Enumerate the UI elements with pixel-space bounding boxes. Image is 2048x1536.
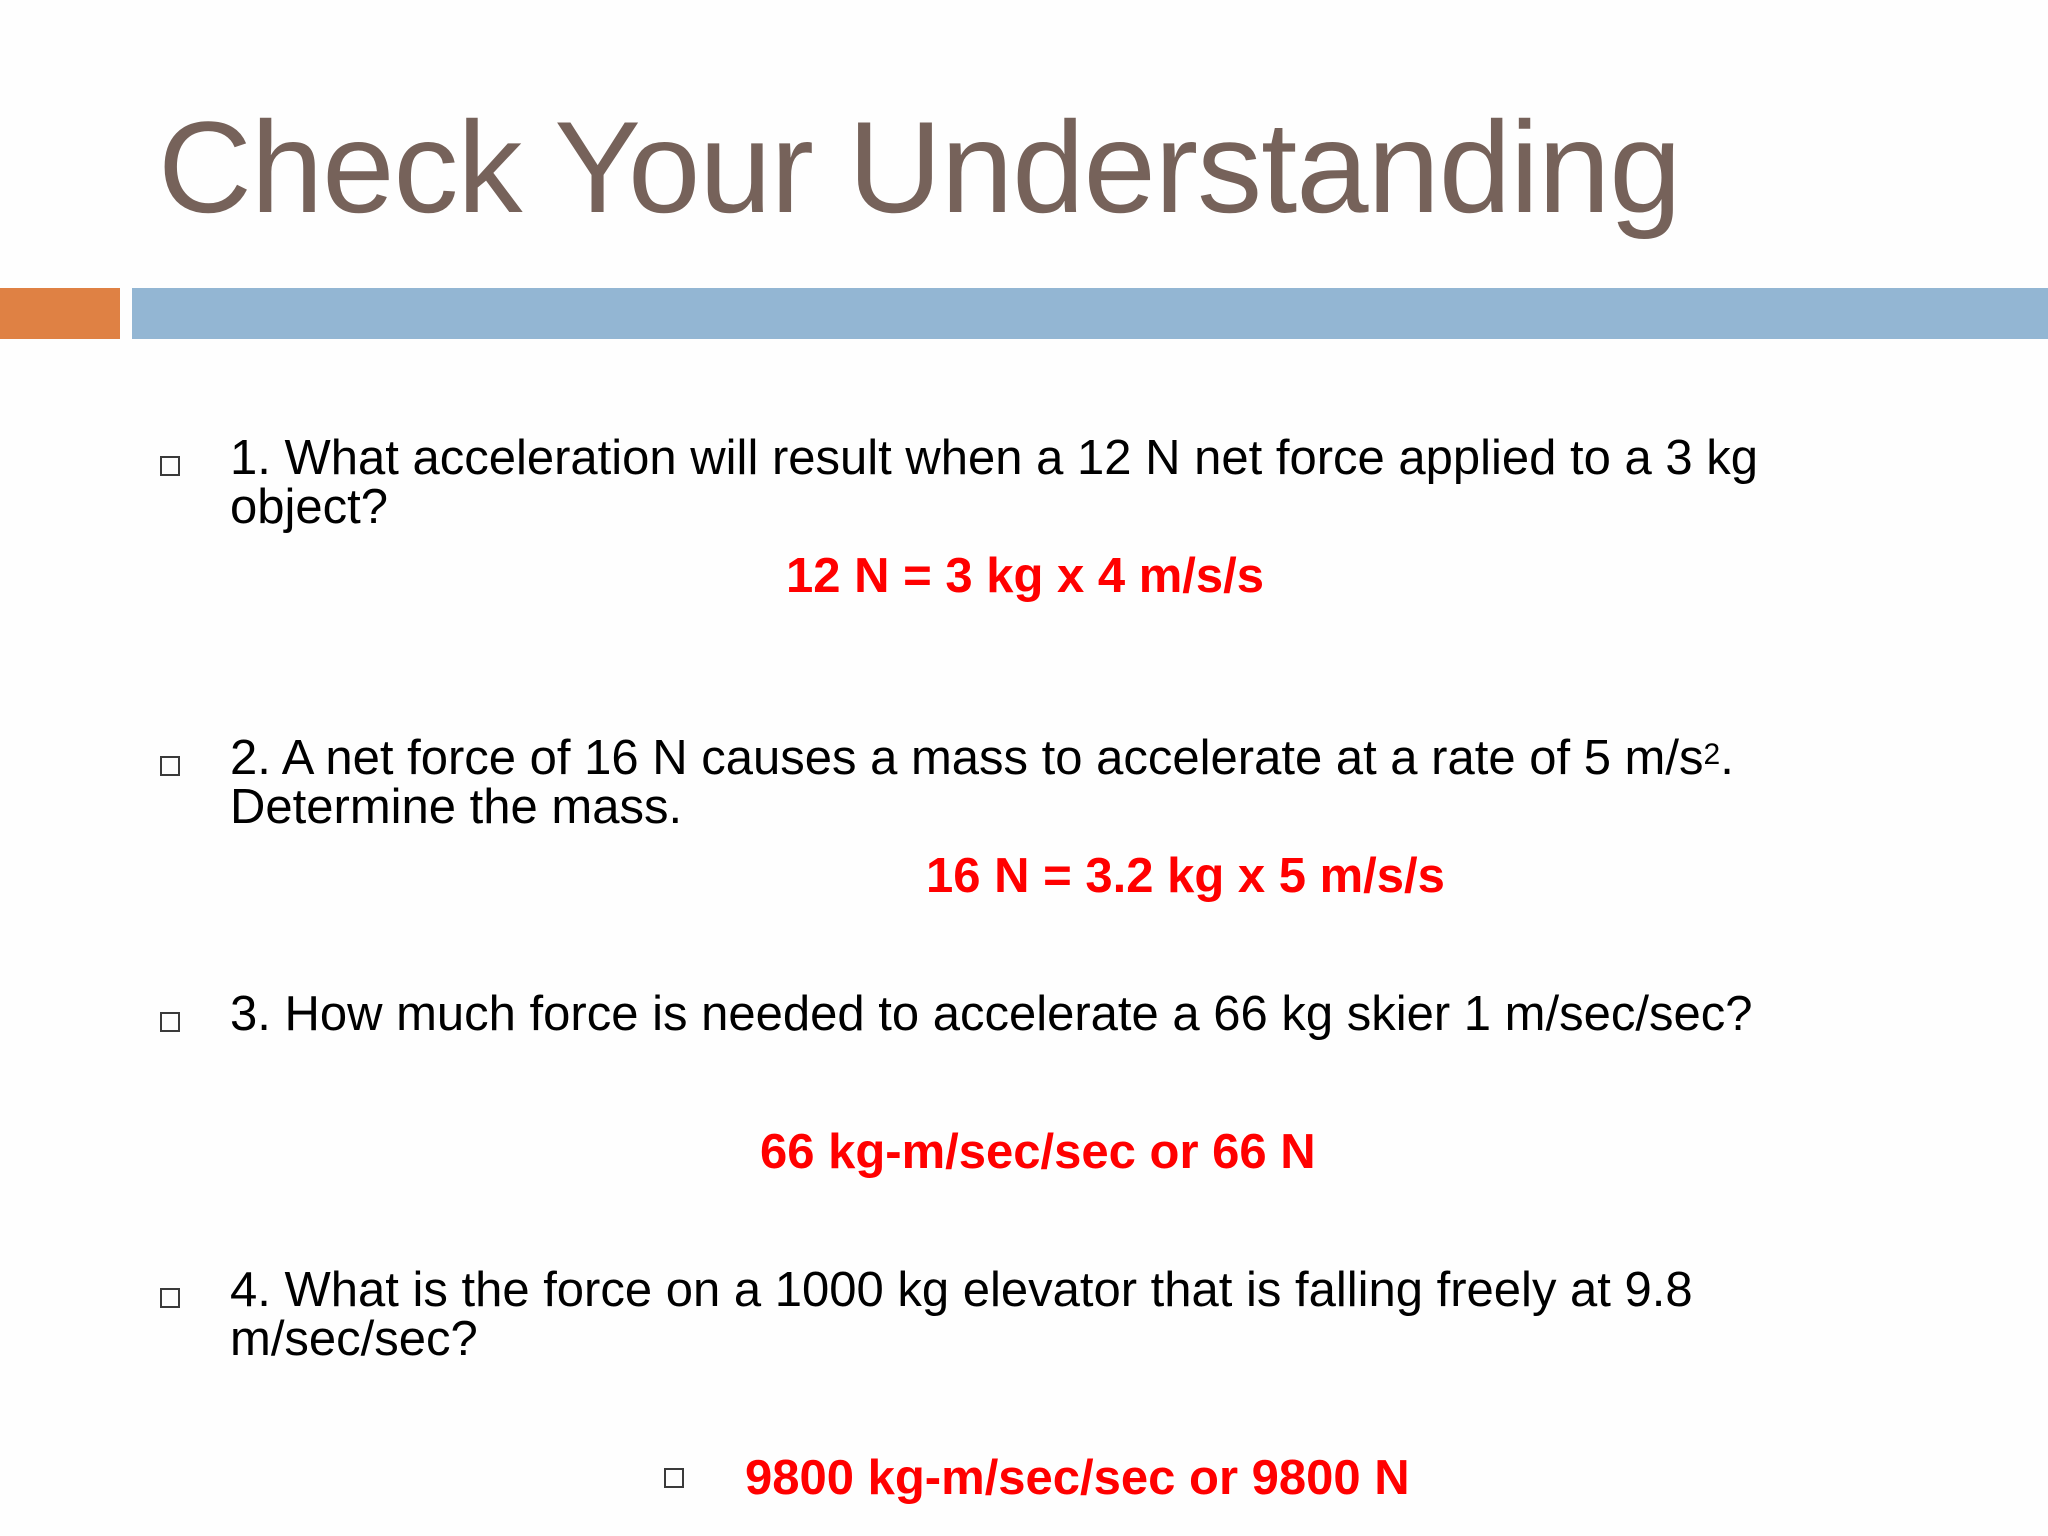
- question-2-text-end: . Determine the mass.: [230, 731, 1734, 834]
- answer-2: 16 N = 3.2 kg x 5 m/s/s: [926, 849, 1445, 903]
- answer-3: 66 kg-m/sec/sec or 66 N: [760, 1125, 1316, 1179]
- bullet-square-icon: [160, 756, 180, 776]
- answer-1: 12 N = 3 kg x 4 m/s/s: [786, 549, 1265, 603]
- accent-bar-orange: [0, 288, 120, 339]
- question-2: [230, 731, 1910, 834]
- slide-title: Check Your Understanding: [158, 94, 1681, 240]
- question-2-superscript: 2: [1703, 738, 1721, 771]
- bullet-square-icon: [160, 1288, 180, 1308]
- question-4: 4. What is the force on a 1000 kg elevator that is falling freely at 9.8 m/sec/sec?: [230, 1263, 1693, 1366]
- accent-bar-blue: [132, 288, 2048, 339]
- bullet-square-icon: [160, 456, 180, 476]
- bullet-square-icon: [664, 1468, 684, 1488]
- answer-4: 9800 kg-m/sec/sec or 9800 N: [745, 1451, 1410, 1505]
- question-1: 1. What acceleration will result when a 12 N net force applied to a 3 kg object?: [230, 431, 1758, 534]
- question-2-text: 2. A net force of 16 N causes a mass to accelerate at a rate of 5 m/s: [230, 731, 1704, 785]
- bullet-square-icon: [160, 1012, 180, 1032]
- question-3: 3. How much force is needed to accelerate a 66 kg skier 1 m/sec/sec?: [230, 987, 1753, 1041]
